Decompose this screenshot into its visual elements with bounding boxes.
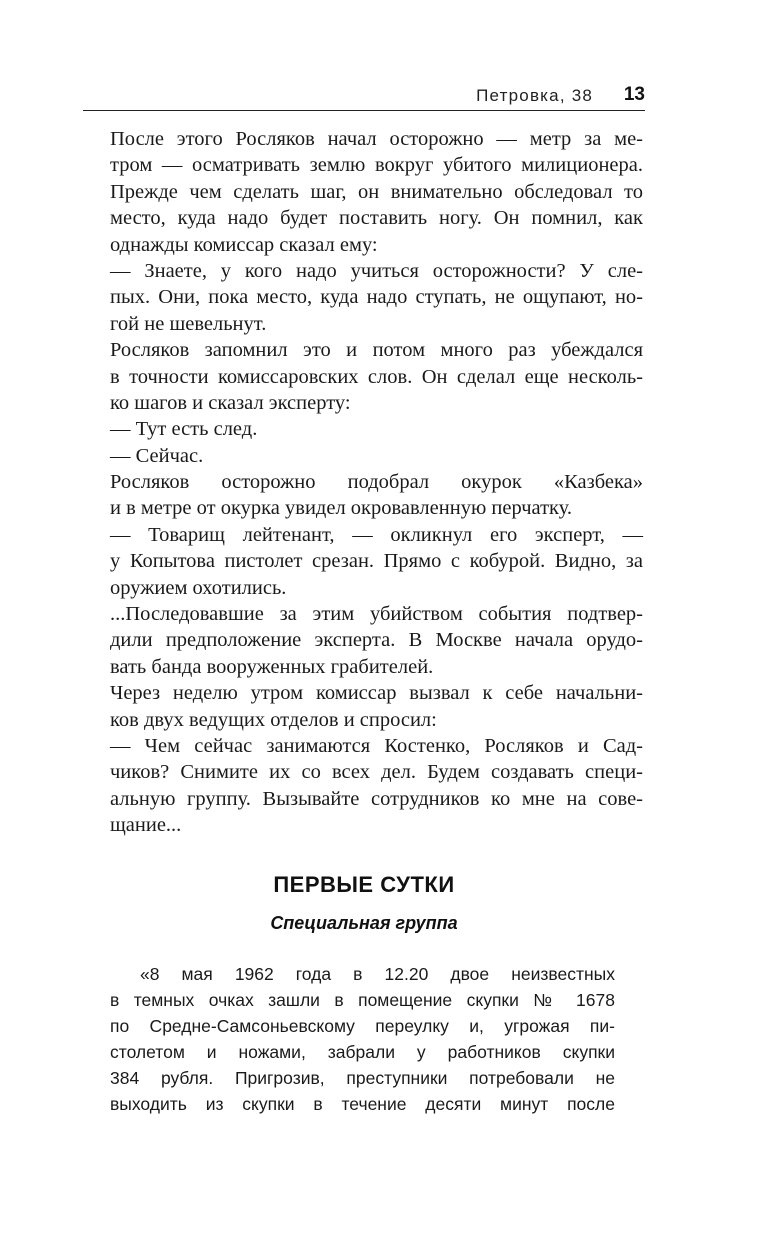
quote-line: выходить из скупки в течение десяти минут после (110, 1094, 615, 1114)
chapter-subtitle: Специальная группа (270, 913, 458, 933)
text-line: — Тут есть след. (110, 418, 258, 441)
text-line: вать банда вооруженных грабителей. (110, 655, 434, 678)
body-text (110, 126, 643, 839)
text-line: — Знаете, у кого надо учиться осторожности? У сле- (110, 259, 643, 282)
text-line: Росляков запомнил это и потом много раз убеждался (110, 339, 643, 362)
text-line: Прежде чем сделать шаг, он внимательно обследовал то (110, 180, 643, 203)
text-line: у Копытова пистолет срезан. Прямо с кобурой. Видно, за (110, 550, 643, 573)
quote-line: по Средне-Самсоньевскому переулку и, угрожая пи- (110, 1016, 615, 1036)
text-line: ко шагов и сказал эксперту: (110, 391, 351, 414)
text-line: ...Последовавшие за этим убийством события подтвер- (110, 603, 643, 626)
text-line: дили предположение эксперта. В Москве начала орудо- (110, 629, 643, 652)
text-line: в точности комиссаровских слов. Он сделал еще несколь- (110, 365, 643, 388)
text-line: — Товарищ лейтенант, — окликнул его эксперт, — (110, 523, 643, 546)
document-quote (110, 961, 615, 1117)
running-header (83, 82, 645, 111)
quote-line: «8 мая 1962 года в 12.20 двое неизвестных (140, 964, 615, 984)
quote-line: 384 рубля. Пригрозив, преступники потребовали не (110, 1068, 615, 1088)
text-line: однажды комиссар сказал ему: (110, 233, 378, 256)
text-line: — Чем сейчас занимаются Костенко, Росляков и Сад- (110, 734, 643, 757)
text-line: ков двух ведущих отделов и спросил: (110, 708, 437, 731)
chapter-title: ПЕРВЫЕ СУТКИ (273, 872, 455, 897)
quote-line: в темных очках зашли в помещение скупки № 1678 (110, 990, 615, 1010)
text-line: гой не шевельнут. (110, 312, 267, 335)
page-number: 13 (623, 84, 645, 105)
quote-line: столетом и ножами, забрали у работников скупки (110, 1042, 615, 1062)
text-line: место, куда надо будет поставить ногу. Он помнил, как (110, 207, 643, 230)
running-title: Петровка, 38 (476, 86, 593, 105)
text-line: Росляков осторожно подобрал окурок «Казбека» (110, 471, 643, 494)
text-line: чиков? Снимите их со всех дел. Будем создавать специ- (110, 761, 643, 784)
text-line: и в метре от окурка увидел окровавленную перчатку. (110, 497, 573, 520)
text-line: — Сейчас. (110, 444, 204, 467)
text-line: оружием охотились. (110, 576, 287, 599)
text-line: альную группу. Вызывайте сотрудников ко мне на сове- (110, 787, 643, 810)
text-line: Через неделю утром комиссар вызвал к себе начальни- (110, 682, 643, 705)
text-line: пых. Они, пока место, куда надо ступать, не ощупают, но- (110, 286, 643, 309)
text-line: После этого Росляков начал осторожно — метр за ме- (110, 128, 643, 150)
text-line: тром — осматривать землю вокруг убитого милиционера. (110, 154, 643, 177)
text-line: щание... (110, 814, 182, 837)
